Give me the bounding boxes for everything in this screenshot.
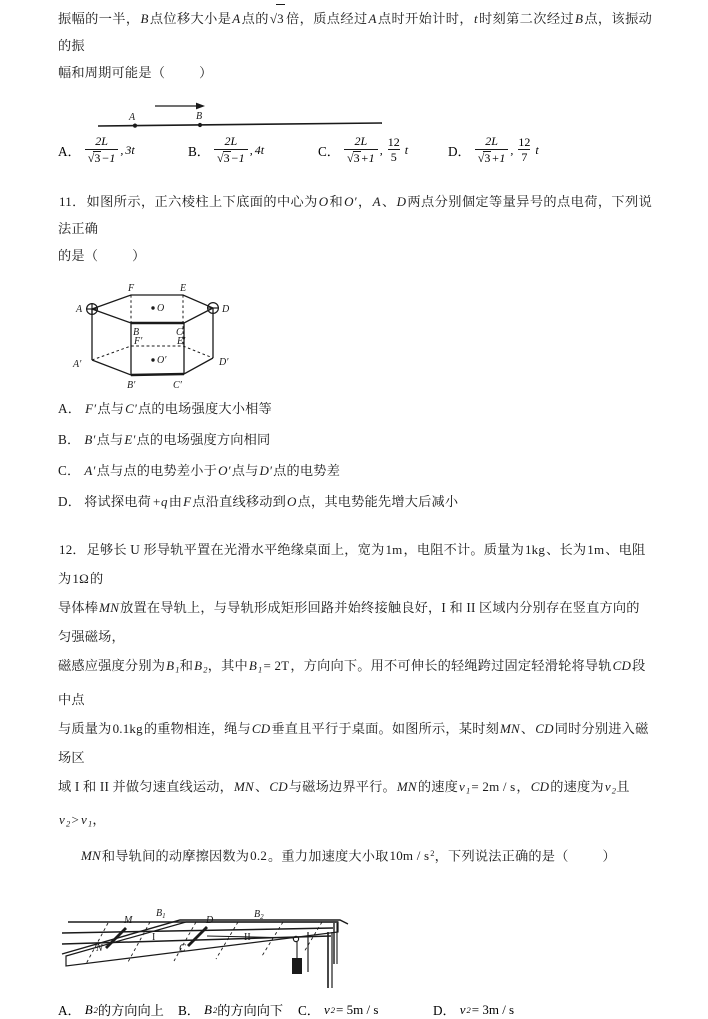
q12-l5-cd2: CD (530, 778, 550, 794)
q12-label-D: D (206, 915, 214, 927)
q11-option-a[interactable] (58, 395, 652, 422)
q12-l5-gt: > (71, 812, 79, 828)
q11-var-o-prime: O′ (344, 193, 357, 209)
q11-option-d-letter: D． (58, 493, 82, 509)
q10-text-8: 幅和周期可能是（ (58, 65, 166, 80)
q12-l1-d: 、电阻为 (58, 541, 646, 586)
q12-l3-b1-sub: 1 (175, 664, 180, 675)
q10-point-b-dot (198, 123, 202, 127)
q12-l5-v2b: v (59, 812, 65, 828)
q12-l3-e: 段中点 (58, 657, 646, 707)
q11-text-1: 如图所示，正六棱柱上下底面的中心为 (86, 193, 318, 209)
q12-stem-line-3 (58, 651, 652, 714)
q12-l4-c: 垂直且平行于桌面。如图所示，某时刻 (271, 720, 499, 736)
q10-option-d-op: +1 (491, 150, 506, 165)
q12-label-b2 (254, 909, 264, 921)
q11-label-O-prime: O′ (157, 354, 167, 366)
q11-label-F: F (128, 282, 135, 294)
q11-option-d-text2: 点沿直线移动到 (192, 493, 287, 509)
q12-l3-b2-sub: 2 (203, 664, 208, 675)
q11-label-D: D (222, 303, 230, 315)
q12-option-d-letter: D． (433, 1003, 456, 1019)
q10-horizontal-line (98, 123, 382, 126)
q10-option-a-root: 3 (94, 150, 101, 165)
q10-option-c-op: +1 (360, 150, 375, 165)
q12-option-b-text: 的方向向下 (217, 1003, 284, 1019)
q10-option-d-fraction2 (515, 136, 533, 165)
q12-l4-a: 与质量为 (58, 720, 112, 736)
q10-option-d[interactable] (448, 136, 578, 166)
q11-text-6: 的是（ (58, 247, 99, 263)
q12-l3-c: ，其中 (207, 657, 248, 673)
q11-option-c-var2: O′ (218, 462, 231, 478)
q11-option-d-text0: 将试探电荷 (84, 493, 152, 509)
q12-figure (0, 876, 708, 994)
q12-l4-b: 的重物相连，绳与 (143, 720, 251, 736)
q11-figure-svg (0, 275, 708, 393)
q11-option-b-text1: 点与 (96, 431, 124, 447)
q11-label-A: A (76, 303, 83, 315)
q11-var-o: O (318, 193, 329, 209)
q10-sqrt3-radicand: 3 (276, 4, 285, 32)
q10-option-b-comma: , (249, 143, 253, 158)
q11-option-b[interactable] (58, 426, 652, 453)
q11-figure (0, 275, 708, 393)
q12-l1-mass: 1kg (524, 541, 546, 557)
q10-option-a-letter: A． (58, 144, 81, 160)
q10-arrow-head (196, 103, 205, 110)
q11-label-A-prime: A′ (73, 358, 82, 370)
q11-label-F-prime: F′ (134, 335, 143, 347)
q12-l5-mn2: MN (396, 778, 417, 794)
q10-option-d-fraction (475, 135, 509, 165)
q12-stem-line-5 (58, 772, 652, 839)
q12-l5-v1-value: = 2m / s (471, 778, 516, 794)
q10-option-b-fraction (214, 135, 248, 165)
q10-option-a-op: −1 (101, 150, 116, 165)
q11-option-b-letter: B． (58, 431, 81, 447)
q10-option-c-comma: , (379, 143, 383, 158)
q10-point-b-label: B (196, 111, 203, 122)
q12-stem-line-6 (80, 839, 652, 870)
q10-text-3: 点的 (241, 11, 269, 26)
q12-l3-b1-value: = 2T (263, 657, 290, 673)
q12-l5-b: 、 (254, 778, 269, 794)
q12-l5-v1b: v (80, 812, 87, 828)
q12-l3-b: 和 (179, 657, 194, 673)
q12-figure-svg (0, 876, 708, 994)
q10-option-b-root: 3 (223, 150, 230, 165)
q10-option-d-letter: D． (448, 144, 471, 160)
q10-option-d-den2: 7 (518, 149, 530, 164)
q11-option-a-text1: 点与 (97, 400, 125, 416)
q12-l5-cd: CD (269, 778, 288, 794)
q12-label-C: C (179, 943, 186, 955)
q10-sqrt3: √3 (269, 11, 286, 26)
q11-text-2: 和 (329, 193, 344, 209)
q10-figure-svg (0, 92, 708, 134)
q10-text-2: 点位移大小是 (149, 11, 232, 26)
question-11-stem (58, 188, 652, 269)
q12-l6-mu: 0.2 (250, 848, 268, 864)
q12-l5-v1: v (458, 778, 465, 794)
q12-l4-cd2: CD (535, 720, 554, 736)
q12-label-N: N (96, 943, 103, 955)
q12-l2-b: 放置在导轨上，与导轨形成矩形回路并始终接触良好，I 和 II 区域内分别存在竖直方向的匀强磁场， (58, 599, 640, 644)
q10-option-a-comma: , (120, 143, 124, 158)
q10-var-a: A (232, 11, 241, 26)
q10-option-a[interactable] (58, 136, 188, 166)
q11-options (58, 395, 652, 515)
q12-l3-b1b: B (248, 657, 258, 673)
q12-l5-mn: MN (234, 778, 254, 794)
q12-option-b-letter: B． (178, 1003, 200, 1019)
q12-stem-line-1 (58, 535, 652, 593)
q10-option-c-fraction2 (385, 136, 403, 165)
q12-option-b-sub: 2 (212, 1004, 218, 1015)
q12-l6-mn: MN (81, 848, 101, 864)
q12-stem-line-2 (58, 593, 652, 651)
q12-l4-e: 同时分别进入磁场区 (58, 720, 649, 765)
q12-l1-e: 的 (89, 570, 104, 586)
q12-option-d-sub: 2 (466, 1004, 471, 1015)
q10-text-7: 点，该振动的振 (58, 11, 653, 53)
q12-l5-v2-sub: 2 (611, 785, 617, 796)
q12-option-b[interactable] (178, 1000, 298, 1019)
q12-l5-f: 的速度为 (550, 778, 604, 794)
q11-label-B: B (133, 326, 140, 338)
q10-text-6: 时刻第二次经过 (478, 11, 574, 26)
q11-bottom-hexagon-back (92, 346, 213, 360)
q11-center-o-prime-dot (151, 358, 154, 361)
q11-option-c-letter: C． (58, 462, 81, 478)
q11-option-c[interactable] (58, 457, 652, 484)
q12-label-region-1: I (152, 932, 156, 944)
q12-l6-d: ） (602, 848, 616, 864)
q11-center-o-dot (151, 306, 154, 309)
q12-l5-d: 的速度 (417, 778, 458, 794)
q11-var-d: D (396, 193, 407, 209)
q12-l3-b2: B (194, 657, 203, 673)
q12-option-a[interactable] (58, 1000, 178, 1019)
q11-option-a-var2: C′ (125, 400, 138, 416)
q11-label-B-prime: B′ (127, 379, 136, 391)
q11-stem-line-2 (58, 242, 652, 269)
q12-option-c-sub: 2 (330, 1004, 336, 1015)
q11-option-c-text3: 点的电势差 (273, 462, 341, 478)
q10-option-c-num2: 12 (387, 134, 400, 149)
q11-option-c-text2: 点与 (231, 462, 259, 478)
q12-option-a-sub: 2 (93, 1004, 98, 1015)
q12-number: 12． (59, 541, 86, 557)
q12-l5-v1b-sub: 1 (87, 819, 93, 830)
q12-option-d-var: v (459, 1001, 466, 1017)
q10-var-b: B (140, 11, 149, 26)
q10-option-b-op: −1 (230, 150, 245, 165)
q10-option-b-numerator: 2L (224, 134, 238, 148)
q10-option-a-fraction (85, 135, 119, 165)
q12-l6-b: 。重力加速度大小取 (268, 848, 389, 864)
q11-label-D-prime: D′ (219, 356, 229, 368)
q12-l4-d: 、 (520, 720, 535, 736)
q11-option-b-var1: B′ (84, 431, 96, 447)
q10-option-c[interactable] (318, 136, 448, 166)
q11-option-c-var1: A′ (84, 462, 96, 478)
q11-label-C: C (176, 326, 183, 338)
q11-option-a-text2: 点的电场强度大小相等 (138, 400, 272, 416)
q11-option-b-text2: 点的电场强度方向相同 (136, 431, 271, 447)
q11-number: 11． (59, 193, 86, 209)
q12-l6-a: 和导轨间的动摩擦因数为 (101, 848, 250, 864)
q11-edge-BprimeCprime-bold (131, 374, 184, 375)
q12-l3-cd: CD (612, 657, 632, 673)
q11-option-a-letter: A． (58, 400, 82, 416)
q12-option-a-letter: A． (58, 1003, 81, 1019)
q12-l1-width: 1m (385, 541, 403, 557)
q11-option-d-text3: 点，其电势能先增大后减小 (297, 493, 459, 509)
q11-option-b-var2: E′ (124, 431, 136, 447)
q12-l5-v2: v (604, 778, 611, 794)
q12-l5-v1-sub: 1 (465, 785, 471, 796)
q12-label-region-2: II (244, 932, 251, 944)
q11-text-7: ） (132, 247, 146, 263)
q12-option-c-text: = 5m / s (336, 1001, 379, 1017)
q12-label-b1-sub: 1 (162, 912, 166, 921)
q10-text-9: ） (199, 65, 213, 80)
q11-option-d-var2: F (183, 493, 192, 509)
q10-option-d-denominator: √3+1 (475, 149, 509, 165)
q12-l5-c: 与磁场边界平行。 (288, 778, 396, 794)
q11-stem-line-1 (58, 188, 652, 242)
q12-l3-b1b-sub: 1 (258, 664, 263, 675)
q12-l6-c: ，下列说法正确的是（ (434, 848, 569, 864)
q12-label-b2-main: B (254, 909, 261, 921)
q10-option-c-letter: C． (318, 144, 340, 160)
q10-stem-line-2 (58, 59, 652, 86)
q10-option-c-root: 3 (353, 150, 360, 165)
q12-stem-line-4 (58, 714, 652, 772)
q11-option-c-text1: 点与点的电势差小于 (96, 462, 218, 478)
q11-text-3: ， (357, 193, 372, 209)
q12-l5-v2b-sub: 2 (65, 819, 71, 830)
q11-option-c-var3: D′ (259, 462, 273, 478)
q10-option-b-letter: B． (188, 144, 210, 160)
q11-option-d-var3: O (287, 493, 297, 509)
q12-option-d[interactable] (433, 1000, 568, 1019)
q10-option-b-denominator: √3−1 (214, 149, 248, 165)
q10-option-b[interactable] (188, 136, 318, 166)
exam-page (0, 4, 708, 1019)
q10-text-5: 点时开始计时， (377, 11, 473, 26)
q12-l1-b: ，电阻不计。质量为 (403, 541, 524, 557)
q12-option-d-text: = 3m / s (471, 1001, 515, 1017)
question-12-stem (58, 535, 652, 870)
q12-l1-a: 足够长 U 形导轨平置在光滑水平绝缘桌面上，宽为 (86, 541, 385, 557)
q10-figure (0, 92, 708, 134)
q11-option-d-var1: +q (152, 493, 168, 509)
q10-var-b2: B (575, 11, 584, 26)
q12-l5-a: 域 I 和 II 并做匀速直线运动， (58, 778, 234, 794)
q10-option-d-comma: , (510, 143, 514, 158)
q12-label-b2-sub: 2 (260, 913, 264, 922)
q10-option-c-numerator: 2L (354, 134, 368, 148)
q12-l5-h: ， (92, 812, 106, 828)
q10-point-a-dot (133, 124, 137, 128)
q12-label-M: M (124, 915, 133, 927)
q11-text-5: 两点分别個定等量异号的点电荷，下列说法正确 (58, 193, 653, 236)
q10-option-c-fraction (344, 135, 378, 165)
q12-l4-weight-mass: 0.1kg (112, 720, 143, 736)
q12-l3-b1: B (166, 657, 175, 673)
q12-l5-e: ， (516, 778, 530, 794)
q11-option-a-var1: F′ (85, 400, 97, 416)
q10-options (58, 136, 652, 166)
q12-l2-bar-mn: MN (99, 599, 120, 615)
q10-option-d-numerator: 2L (485, 134, 498, 148)
q10-option-a-denominator: √3−1 (85, 149, 119, 165)
q12-l1-c: 、长为 (546, 541, 587, 557)
q12-l6-gravity-sup: 2 (430, 848, 435, 859)
q10-option-d-tail: t (535, 143, 539, 158)
q11-label-E: E (180, 282, 187, 294)
question-10-stem (58, 4, 652, 86)
q12-option-a-var: B (84, 1001, 93, 1017)
q11-option-d-text1: 由 (168, 493, 183, 509)
q12-l3-d: ，方向向下。用不可伸长的轻绳跨过固定轻滑轮将导轨 (290, 657, 612, 673)
q12-options (58, 1000, 652, 1019)
q12-label-b1 (156, 908, 166, 920)
q12-option-c[interactable] (298, 1000, 433, 1019)
q12-l3-a: 磁感应强度分别为 (58, 657, 166, 673)
q10-point-a-label: A (129, 112, 136, 123)
q11-label-E-prime: E′ (177, 335, 186, 347)
q11-option-d[interactable] (58, 488, 652, 515)
q11-label-C-prime: C′ (173, 379, 182, 391)
q12-l1-resistance: 1Ω (72, 570, 89, 586)
q12-label-b1-main: B (156, 908, 163, 920)
q12-hanging-weight (292, 958, 302, 974)
q10-var-a2: A (368, 11, 377, 26)
q10-option-a-numerator: 2L (95, 134, 108, 148)
q10-option-d-num2: 12 (518, 134, 531, 149)
q12-option-a-text: 的方向向上 (97, 1003, 164, 1019)
q11-label-O: O (157, 302, 165, 314)
q12-l1-length: 1m (587, 541, 605, 557)
q11-var-a: A (372, 193, 381, 209)
q12-l4-cd: CD (251, 720, 271, 736)
q12-l5-g: 且 (616, 778, 630, 794)
q12-l2-a: 导体棒 (58, 599, 99, 615)
q12-option-c-var: v (323, 1001, 330, 1017)
q10-var-t: t (473, 11, 478, 26)
q10-option-a-period: 3t (125, 143, 135, 158)
q10-option-d-root: 3 (484, 150, 491, 165)
q10-option-b-period: 4t (254, 143, 265, 158)
q10-text-1: 振幅的一半， (58, 11, 140, 26)
q10-text-4: 倍，质点经过 (285, 11, 368, 26)
q12-option-c-letter: C． (298, 1003, 320, 1019)
q12-option-b-var: B (203, 1001, 212, 1017)
q10-option-c-den2: 5 (388, 149, 400, 164)
q10-option-c-tail: t (404, 143, 409, 158)
q11-text-4: 、 (381, 193, 396, 209)
q10-stem-line-1 (58, 4, 652, 59)
q10-option-c-denominator: √3+1 (344, 149, 378, 165)
q12-l6-gravity: 10m / s (389, 848, 430, 864)
q12-l4-mn: MN (499, 720, 520, 736)
